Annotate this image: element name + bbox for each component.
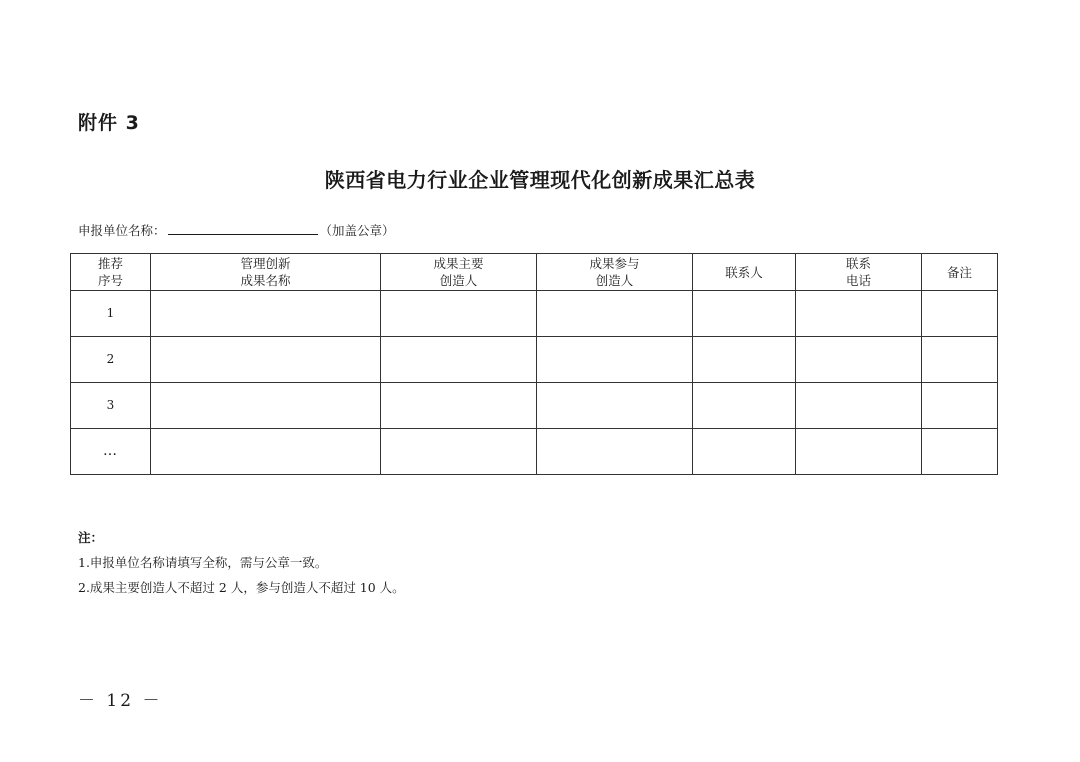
header-contact-person: 联系人 xyxy=(693,254,796,291)
table-header-row xyxy=(71,254,998,291)
unit-name-label: 申报单位名称： xyxy=(78,223,166,238)
cell-remarks[interactable] xyxy=(922,337,998,383)
cell-main-creators[interactable] xyxy=(381,429,537,475)
notes-title: 注： xyxy=(78,530,104,545)
unit-name-field[interactable] xyxy=(168,221,318,235)
unit-name-line xyxy=(78,221,395,239)
row-index: 1 xyxy=(71,291,151,337)
cell-achievement-name[interactable] xyxy=(151,429,381,475)
cell-achievement-name[interactable] xyxy=(151,291,381,337)
cell-contact-person[interactable] xyxy=(693,291,796,337)
row-index-ellipsis: … xyxy=(71,429,151,475)
table-row xyxy=(71,429,998,475)
cell-main-creators[interactable] xyxy=(381,383,537,429)
cell-remarks[interactable] xyxy=(922,291,998,337)
header-remarks: 备注 xyxy=(922,254,998,291)
cell-remarks[interactable] xyxy=(922,383,998,429)
page-title: 陕西省电力行业企业管理现代化创新成果汇总表 xyxy=(324,168,756,192)
cell-remarks[interactable] xyxy=(922,429,998,475)
header-recommend-index: 推荐 序号 xyxy=(71,254,151,291)
cell-contact-phone[interactable] xyxy=(796,291,922,337)
cell-contact-phone[interactable] xyxy=(796,383,922,429)
cell-achievement-name[interactable] xyxy=(151,383,381,429)
header-achievement-name: 管理创新 成果名称 xyxy=(151,254,381,291)
row-index: 2 xyxy=(71,337,151,383)
cell-participant-creators[interactable] xyxy=(537,337,693,383)
table-row xyxy=(71,383,998,429)
table-row xyxy=(71,291,998,337)
note-item: 2.成果主要创造人不超过 2 人，参与创造人不超过 10 人。 xyxy=(78,580,405,595)
cell-participant-creators[interactable] xyxy=(537,383,693,429)
header-participant-creators: 成果参与 创造人 xyxy=(537,254,693,291)
cell-contact-phone[interactable] xyxy=(796,429,922,475)
page-number: － 12 － xyxy=(78,691,163,711)
notes-section xyxy=(78,525,405,600)
header-contact-phone: 联系 电话 xyxy=(796,254,922,291)
cell-participant-creators[interactable] xyxy=(537,429,693,475)
table-row xyxy=(71,337,998,383)
cell-main-creators[interactable] xyxy=(381,337,537,383)
cell-achievement-name[interactable] xyxy=(151,337,381,383)
cell-main-creators[interactable] xyxy=(381,291,537,337)
cell-contact-person[interactable] xyxy=(693,429,796,475)
attachment-label: 附件 3 xyxy=(78,112,140,134)
cell-contact-person[interactable] xyxy=(693,383,796,429)
summary-table xyxy=(70,253,998,475)
note-item: 1.申报单位名称请填写全称，需与公章一致。 xyxy=(78,555,328,570)
cell-participant-creators[interactable] xyxy=(537,291,693,337)
header-main-creators: 成果主要 创造人 xyxy=(381,254,537,291)
cell-contact-phone[interactable] xyxy=(796,337,922,383)
row-index: 3 xyxy=(71,383,151,429)
seal-note: （加盖公章） xyxy=(319,223,395,238)
cell-contact-person[interactable] xyxy=(693,337,796,383)
